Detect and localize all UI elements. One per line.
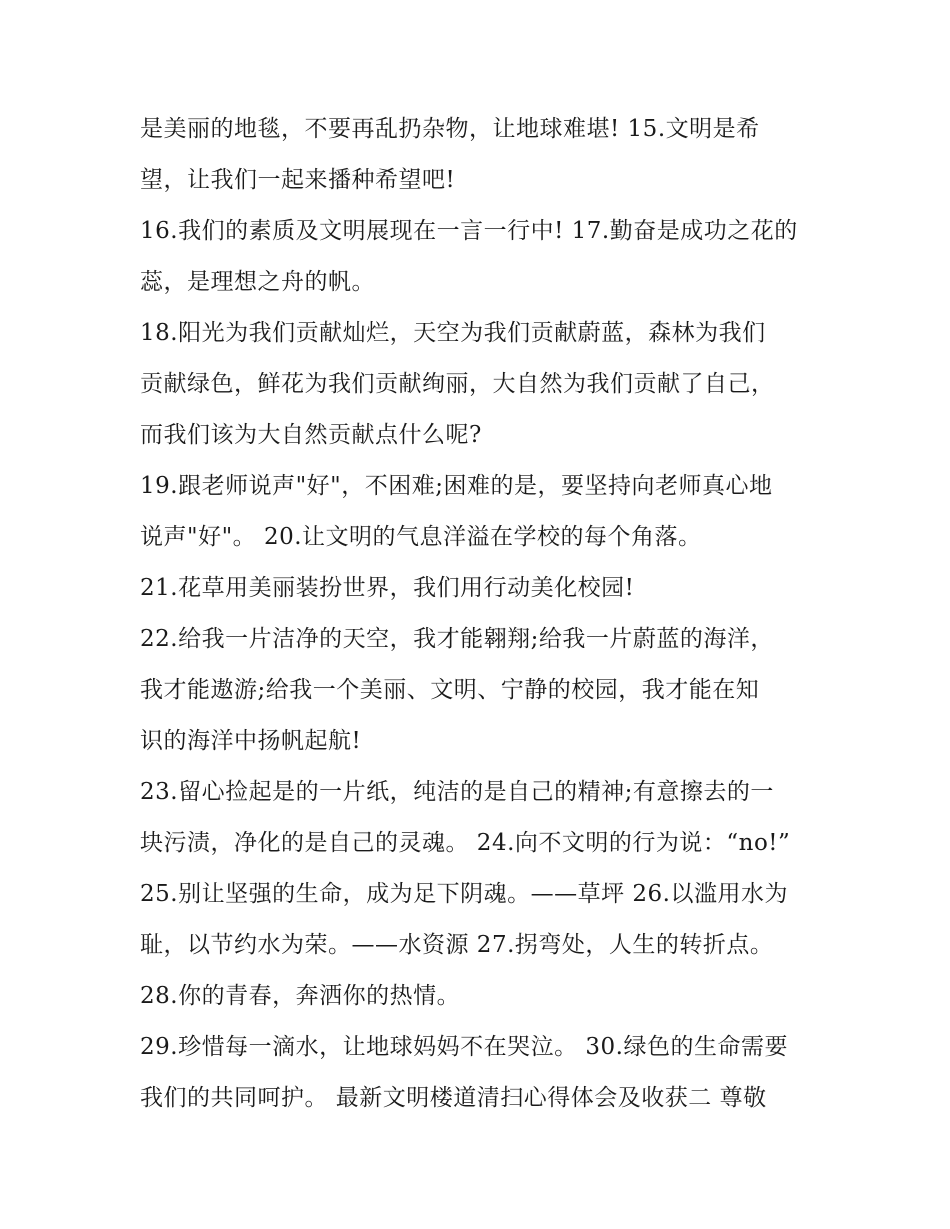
text-line-3: 16.我们的素质及文明展现在一言一行中! 17.勤奋是成功之花的 [140, 218, 798, 244]
text-line-18: 28.你的青春，奔洒你的热情。 [140, 983, 461, 1009]
text-line-5: 18.阳光为我们贡献灿烂，天空为我们贡献蔚蓝，森林为我们 [140, 320, 766, 346]
text-line-12: 我才能遨游;给我一个美丽、文明、宁静的校园，我才能在知 [140, 677, 760, 703]
text-line-20: 我们的共同呵护。 最新文明楼道清扫心得体会及收获二 尊敬 [140, 1085, 767, 1111]
text-line-19: 29.珍惜每一滴水，让地球妈妈不在哭泣。 30.绿色的生命需要 [140, 1034, 788, 1060]
text-line-10: 21.花草用美丽装扮世界，我们用行动美化校园! [140, 575, 635, 601]
text-line-17: 耻，以节约水为荣。——水资源 27.拐弯处，人生的转折点。 [140, 932, 774, 958]
text-line-1: 是美丽的地毯，不要再乱扔杂物，让地球难堪! 15.文明是希 [140, 116, 760, 142]
text-line-15: 块污渍，净化的是自己的灵魂。 24.向不文明的行为说：“no!” [140, 830, 791, 856]
text-line-8: 19.跟老师说声"好"，不困难;困难的是，要坚持向老师真心地 [140, 473, 773, 499]
text-line-13: 识的海洋中扬帆起航! [140, 728, 362, 754]
text-line-9: 说声"好"。 20.让文明的气息洋溢在学校的每个角落。 [140, 524, 702, 550]
text-line-11: 22.给我一片洁净的天空，我才能翱翔;给我一片蔚蓝的海洋， [140, 626, 774, 652]
text-line-2: 望，让我们一起来播种希望吧! [140, 167, 456, 193]
document-body [140, 104, 820, 1124]
text-line-16: 25.别让坚强的生命，成为足下阴魂。——草坪 26.以滥用水为 [140, 881, 788, 907]
text-line-14: 23.留心捡起是的一片纸，纯洁的是自己的精神;有意擦去的一 [140, 779, 774, 805]
text-line-6: 贡献绿色，鲜花为我们贡献绚丽，大自然为我们贡献了自己， [140, 371, 775, 397]
text-line-4: 蕊，是理想之舟的帆。 [140, 269, 375, 295]
text-line-7: 而我们该为大自然贡献点什么呢? [140, 422, 482, 448]
